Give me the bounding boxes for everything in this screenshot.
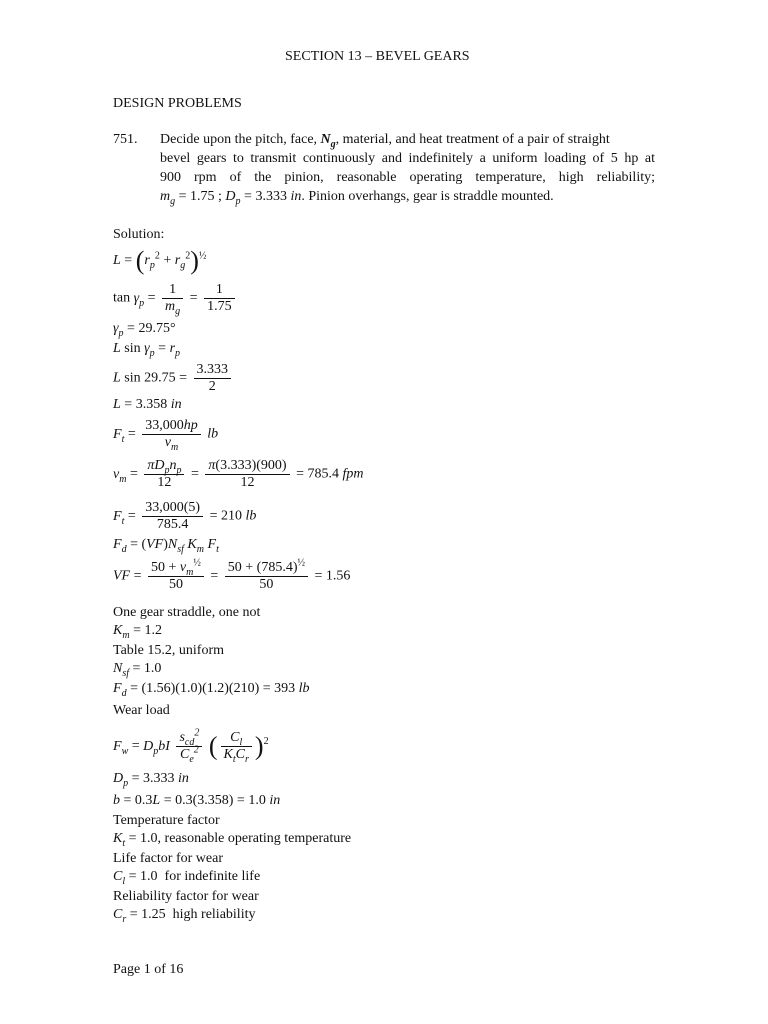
equation-cl: $C_l = 1.0$ for indefinite life [113, 869, 261, 887]
text-table: Table 15.2, uniform [113, 643, 224, 658]
equation-l-result: L = 3.358 in [113, 397, 182, 412]
equation-l-sin: L $\sin \gamma_p = r_p$ [113, 341, 181, 359]
equation-fd-value: $F_d = (1.56)(1.0)(1.2)(210) = 393$ lb [113, 681, 310, 699]
equation-cone-distance: $L = (r_p^2 + r_g^2)^{\frac{1}{2}}$ [113, 245, 207, 275]
equation-l-sin-numeric: L sin 29.75 = $\frac{3.333}{2}$ [113, 362, 234, 395]
equation-fw: $F_w = D_pbI$ $\frac{s_{cd}^2}{C_e^2}$ ( $\frac{C_l}{K_tC_r}$ )$^2$ [113, 727, 269, 765]
page-number-footer: Page 1 of 16 [113, 962, 184, 977]
equation-vm: $v_m$ = $\frac{\pi D_pn_p}{12}$ = $\frac{\pi(3.333)(900)}{12}$ = 785.4 fpm [113, 458, 364, 490]
solution-label: Solution: [113, 227, 165, 242]
equation-km: $K_m = 1.2$ [113, 623, 162, 641]
section-title: SECTION 13 – BEVEL GEARS [285, 49, 470, 64]
text-wear-load: Wear load [113, 703, 170, 718]
equation-tan-gamma: $\tan \gamma_p$ = $\frac{1}{m_g}$ = $\frac{1}{1.75}$ [113, 282, 238, 315]
equation-gamma-value: $\gamma_p = 29.75^\circ$ [113, 321, 176, 339]
text-life-factor: Life factor for wear [113, 851, 223, 866]
equation-fd-formula: $F_d = (VF)N_{sf}$ $K_m$ $F_t$ [113, 537, 219, 555]
text-reliability-factor: Reliability factor for wear [113, 889, 259, 904]
equation-vf: VF = $\frac{50 + v_m^{\frac{1}{2}}}{50}$ = $\frac{50 + (785.4)^{\frac{1}{2}}}{50}$ = 1.56 [113, 557, 351, 592]
equation-nsf: $N_{sf} = 1.0$ [113, 661, 162, 679]
equation-ft-value: $F_t$ = $\frac{33,000(5)}{785.4}$ = 210 lb [113, 500, 257, 532]
text-temperature-factor: Temperature factor [113, 813, 220, 828]
equation-cr: $C_r = 1.25$ high reliability [113, 907, 256, 925]
problem-line-3: 900 rpm of the pinion, reasonable operating temperature, high reliability; [160, 170, 655, 185]
equation-dp: $D_p = 3.333$ in [113, 771, 189, 789]
problem-line-2: bevel gears to transmit continuously and indefinitely a uniform loading of 5 hp at [160, 151, 655, 166]
problem-line-4: $m_g = 1.75$ ; $D_p = 3.333$ in. Pinion overhangs, gear is straddle mounted. [160, 189, 554, 207]
text-straddle: One gear straddle, one not [113, 605, 261, 620]
equation-b: b = 0.3L = 0.3(3.358) = 1.0 in [113, 793, 281, 808]
design-problems-heading: DESIGN PROBLEMS [113, 96, 242, 111]
equation-kt: $K_t = 1.0$, reasonable operating temperature [113, 831, 352, 849]
problem-line-1: Decide upon the pitch, face, $N_g$, material, and heat treatment of a pair of straight [160, 132, 610, 150]
equation-ft-formula: $F_t$ = $\frac{33,000hp}{v_m}$ lb [113, 418, 219, 453]
problem-number: 751. [113, 132, 138, 147]
